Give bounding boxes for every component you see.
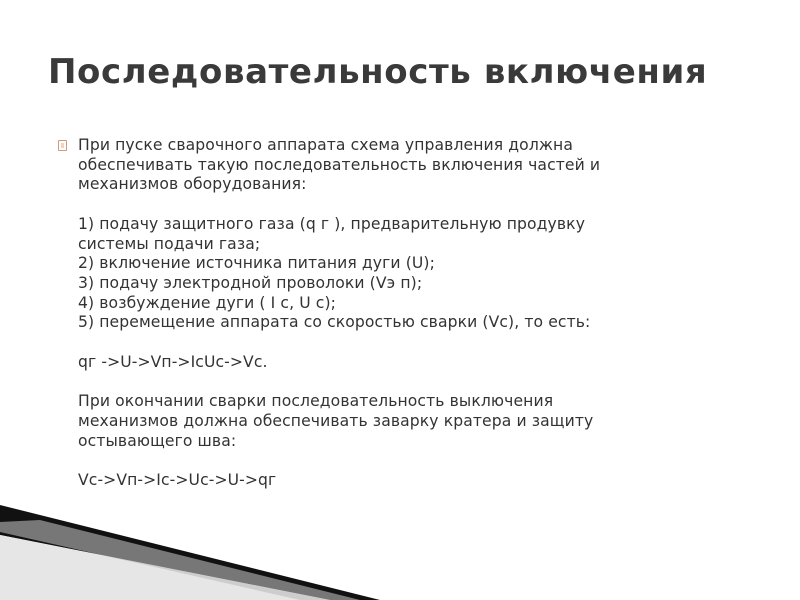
body-line: 3) подачу электродной проволоки (Vэ п); [78, 273, 423, 292]
body-line: 2) включение источника питания дуги (U); [78, 254, 435, 273]
body-line [78, 195, 718, 215]
body-line [78, 451, 718, 471]
body-line [78, 333, 718, 353]
body-line: Vс->Vп->Iс->Uс->U->qг [78, 470, 277, 489]
body-line: 4) возбуждение дуги ( I с, U с); [78, 293, 336, 312]
body-line: механизмов оборудования: [78, 175, 307, 194]
slide-content [58, 136, 718, 491]
body-line: механизмов должна обеспечивать заварку кратера и защиту [78, 411, 594, 430]
body-line: qг ->U->Vп->IсUс->Vс. [78, 352, 268, 371]
body-line: системы подачи газа; [78, 234, 261, 253]
body-line: остывающего шва: [78, 431, 237, 450]
square-bullet-icon [58, 140, 67, 151]
slide-title: Последовательность включения [48, 52, 708, 92]
body-line: обеспечивать такую последовательность включения частей и [78, 155, 601, 174]
body-line: При пуске сварочного аппарата схема управления должна [78, 136, 573, 154]
body-line: 5) перемещение аппарата со скоростью сварки (Vс), то есть: [78, 313, 591, 332]
body-text [78, 136, 718, 491]
body-line [78, 372, 718, 392]
body-line: При окончании сварки последовательность выключения [78, 392, 554, 411]
body-line: 1) подачу защитного газа (q г ), предварительную продувку [78, 214, 586, 233]
